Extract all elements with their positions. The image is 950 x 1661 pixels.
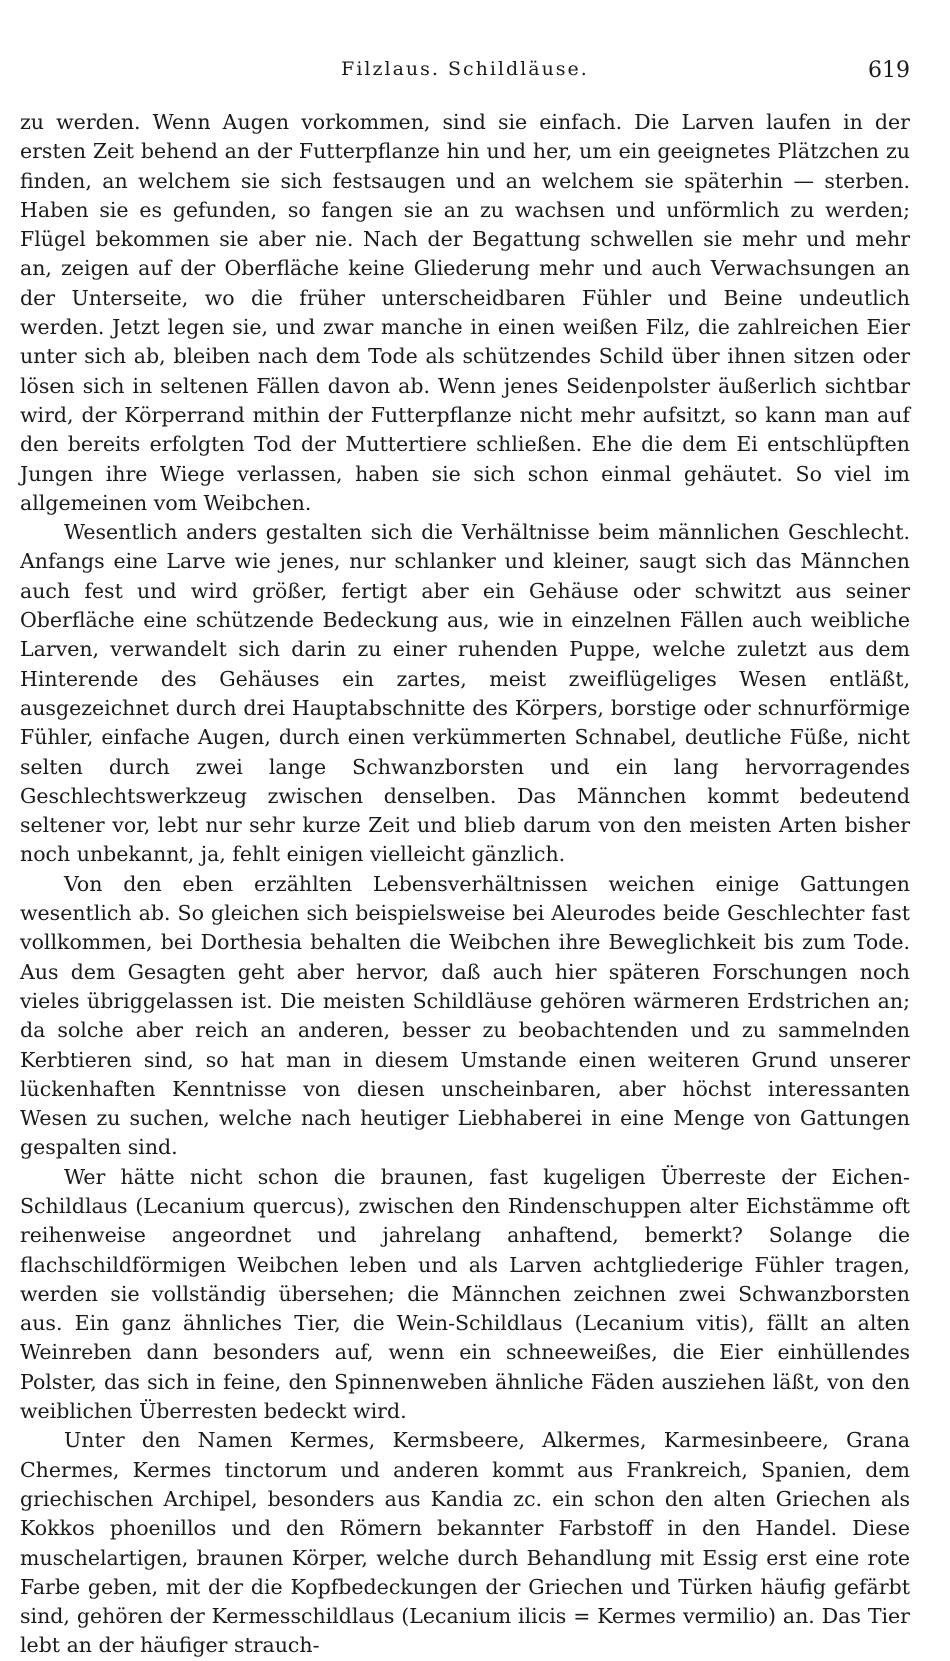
running-title: Filzlaus. Schildläuse.	[341, 58, 589, 80]
page-header	[20, 58, 910, 88]
paragraph: Wesentlich anders gestalten sich die Verhältnisse beim männlichen Geschlecht. Anfangs eine Larve wie jenes, nur schlanker und kleiner, saugt sich das Männchen auch fest und wird größer, fertigt aber ein Gehäuse oder schwitzt aus seiner Oberfläche eine schützende Bedeckung aus, wie in einzelnen Fällen auch weibliche Larven, verwandelt sich darin zu einer ruhenden Puppe, welche zuletzt aus dem Hinterende des Gehäuses ein zartes, meist zweiflügeliges Wesen entläßt, ausgezeichnet durch drei Hauptabschnitte des Körpers, borstige oder schnurförmige Fühler, einfache Augen, durch einen verkümmerten Schnabel, deutliche Füße, nicht selten durch zwei lange Schwanzborsten und ein lang hervorragendes Geschlechtswerkzeug zwischen denselben. Das Männchen kommt bedeutend seltener vor, lebt nur sehr kurze Zeit und blieb darum von den meisten Arten bisher noch unbekannt, ja, fehlt einigen vielleicht gänzlich.	[20, 520, 910, 867]
body-text	[20, 108, 910, 1661]
paragraph: zu werden. Wenn Augen vorkommen, sind sie einfach. Die Larven laufen in der ersten Zeit behend an der Futterpflanze hin und her, um ein geeignetes Plätzchen zu finden, an welchem sie sich festsaugen und an welchem sie späterhin — sterben. Haben sie es gefunden, so fangen sie an zu wachsen und unförmlich zu werden; Flügel bekommen sie aber nie. Nach der Begattung schwellen sie mehr und mehr an, zeigen auf der Oberfläche keine Gliederung mehr und auch Verwachsungen an der Unterseite, wo die früher unterscheidbaren Fühler und Beine undeutlich werden. Jetzt legen sie, und zwar manche in einen weißen Filz, die zahlreichen Eier unter sich ab, bleiben nach dem Tode als schützendes Schild über ihnen sitzen oder lösen sich in seltenen Fällen davon ab. Wenn jenes Seidenpolster äußerlich sichtbar wird, der Körperrand mithin der Futterpflanze nicht mehr aufsitzt, so kann man auf den bereits erfolgten Tod der Muttertiere schließen. Ehe die dem Ei entschlüpften Jungen ihre Wiege verlassen, haben sie sich schon einmal gehäutet. So viel im allgemeinen vom Weibchen.	[20, 110, 910, 515]
paragraph: Unter den Namen Kermes, Kermsbeere, Alkermes, Karmesinbeere, Grana Chermes, Kermes tinctorum und anderen kommt aus Frankreich, Spanien, dem griechischen Archipel, besonders aus Kandia zc. ein schon den alten Griechen als Kokkos phoenillos und den Römern bekannter Farbstoff in den Handel. Diese muschelartigen, braunen Körper, welche durch Behandlung mit Essig erst eine rote Farbe geben, mit der die Kopfbedeckungen der Griechen und Türken häufig gefärbt sind, gehören der Kermesschildlaus (Lecanium ilicis = Kermes vermilio) an. Das Tier lebt an der häufiger strauch-	[20, 1428, 910, 1658]
page-number: 619	[868, 58, 910, 83]
paragraph: Von den eben erzählten Lebensverhältnissen weichen einige Gattungen wesentlich ab. So gleichen sich beispielsweise bei Aleurodes beide Geschlechter fast vollkommen, bei Dorthesia behalten die Weibchen ihre Beweglichkeit bis zum Tode. Aus dem Gesagten geht aber hervor, daß auch hier späteren Forschungen noch vieles übriggelassen ist. Die meisten Schildläuse gehören wärmeren Erdstrichen an; da solche aber reich an anderen, besser zu beobachtenden und zu sammelnden Kerbtieren sind, so hat man in diesem Umstande einen weiteren Grund unserer lückenhaften Kenntnisse von diesen unscheinbaren, aber höchst interessanten Wesen zu suchen, welche nach heutiger Liebhaberei in eine Menge von Gattungen gespalten sind.	[20, 871, 910, 1160]
paragraph: Wer hätte nicht schon die braunen, fast kugeligen Überreste der Eichen-Schildlaus (Lecanium quercus), zwischen den Rindenschuppen alter Eichstämme oft reihenweise angeordnet und jahrelang anhaftend, bemerkt? Solange die flachschildförmigen Weibchen leben und als Larven achtgliederige Fühler tragen, werden sie vollständig übersehen; die Männchen zeichnen zwei Schwanzborsten aus. Ein ganz ähnliches Tier, die Wein-Schildlaus (Lecanium vitis), fällt an alten Weinreben dann besonders auf, wenn ein schneeweißes, die Eier einhüllendes Polster, das sich in feine, den Spinnenweben ähnliche Fäden ausziehen läßt, von den weiblichen Überresten bedeckt wird.	[20, 1164, 910, 1424]
